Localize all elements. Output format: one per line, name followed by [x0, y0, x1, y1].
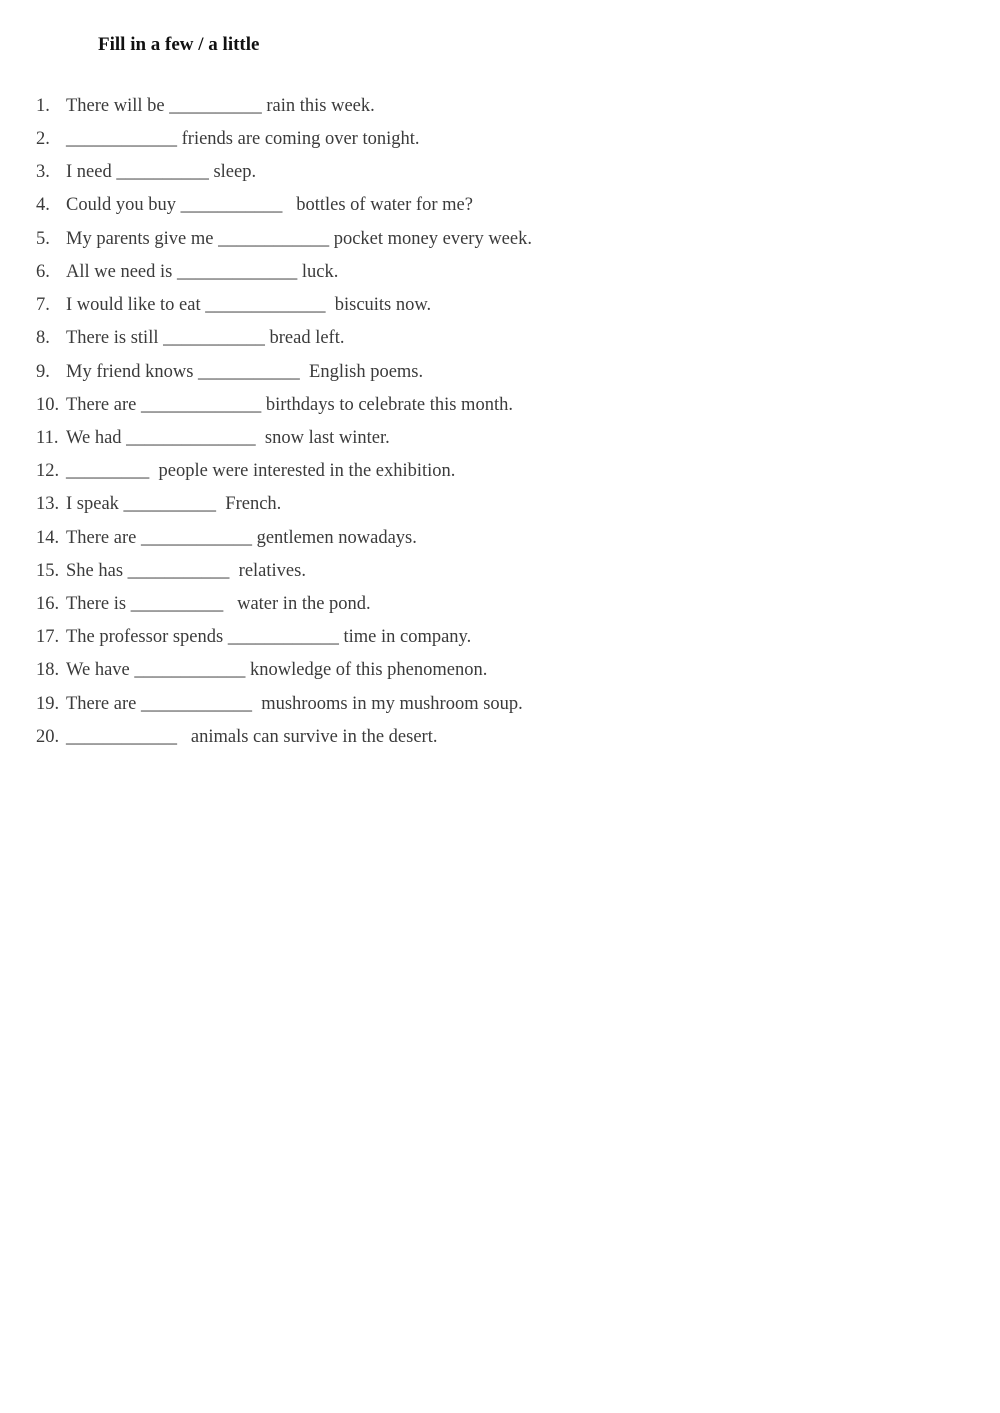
item-sentence: My friend knows ___________ English poems. — [66, 362, 424, 382]
item-number: 1. — [36, 96, 50, 116]
exercise-item — [36, 326, 344, 350]
item-number: 8. — [36, 328, 50, 348]
item-number: 7. — [36, 295, 50, 315]
item-sentence: ____________ animals can survive in the desert. — [66, 727, 438, 747]
item-sentence: There are ____________ mushrooms in my mushroom soup. — [66, 694, 523, 714]
exercise-item — [36, 360, 423, 384]
worksheet-title: Fill in a few / a little — [98, 34, 260, 55]
item-number: 17. — [36, 627, 60, 647]
item-number: 2. — [36, 129, 50, 149]
item-sentence: I speak __________ French. — [66, 494, 282, 514]
item-sentence: There will be __________ rain this week. — [66, 96, 375, 116]
item-number: 6. — [36, 262, 50, 282]
item-number: 5. — [36, 229, 50, 249]
item-sentence: My parents give me ____________ pocket money every week. — [66, 229, 532, 249]
item-number: 16. — [36, 594, 60, 614]
item-number: 15. — [36, 561, 60, 581]
exercise-item — [36, 94, 375, 118]
item-number: 3. — [36, 162, 50, 182]
item-sentence: All we need is _____________ luck. — [66, 262, 339, 282]
item-number: 18. — [36, 660, 60, 680]
exercise-item — [36, 393, 513, 417]
exercise-item — [36, 193, 473, 217]
item-sentence: Could you buy ___________ bottles of water for me? — [66, 195, 473, 215]
exercise-item — [36, 260, 338, 284]
exercise-item — [36, 692, 523, 716]
item-sentence: There is still ___________ bread left. — [66, 328, 345, 348]
exercise-item — [36, 725, 437, 749]
exercise-item — [36, 526, 417, 550]
item-number: 19. — [36, 694, 60, 714]
exercise-item — [36, 559, 306, 583]
item-sentence: The professor spends ____________ time in company. — [66, 627, 472, 647]
item-number: 4. — [36, 195, 50, 215]
exercise-item — [36, 160, 256, 184]
item-number: 14. — [36, 528, 60, 548]
item-sentence: We had ______________ snow last winter. — [66, 428, 390, 448]
item-sentence: ____________ friends are coming over tonight. — [66, 129, 420, 149]
item-number: 20. — [36, 727, 60, 747]
exercise-item — [36, 293, 431, 317]
item-sentence: We have ____________ knowledge of this phenomenon. — [66, 660, 488, 680]
exercise-item — [36, 227, 532, 251]
item-sentence: I need __________ sleep. — [66, 162, 257, 182]
item-number: 12. — [36, 461, 60, 481]
item-number: 11. — [36, 428, 59, 448]
exercise-item — [36, 658, 487, 682]
exercise-item — [36, 492, 281, 516]
item-sentence: There is __________ water in the pond. — [66, 594, 371, 614]
item-sentence: I would like to eat _____________ biscuits now. — [66, 295, 432, 315]
item-number: 9. — [36, 362, 50, 382]
item-sentence: There are ____________ gentlemen nowadays. — [66, 528, 417, 548]
exercise-item — [36, 127, 420, 151]
item-number: 10. — [36, 395, 60, 415]
exercise-item — [36, 426, 390, 450]
item-sentence: _________ people were interested in the exhibition. — [66, 461, 456, 481]
item-sentence: She has ___________ relatives. — [66, 561, 306, 581]
exercise-item — [36, 592, 371, 616]
exercise-item — [36, 625, 471, 649]
item-number: 13. — [36, 494, 60, 514]
exercise-item — [36, 459, 455, 483]
item-sentence: There are _____________ birthdays to celebrate this month. — [66, 395, 513, 415]
